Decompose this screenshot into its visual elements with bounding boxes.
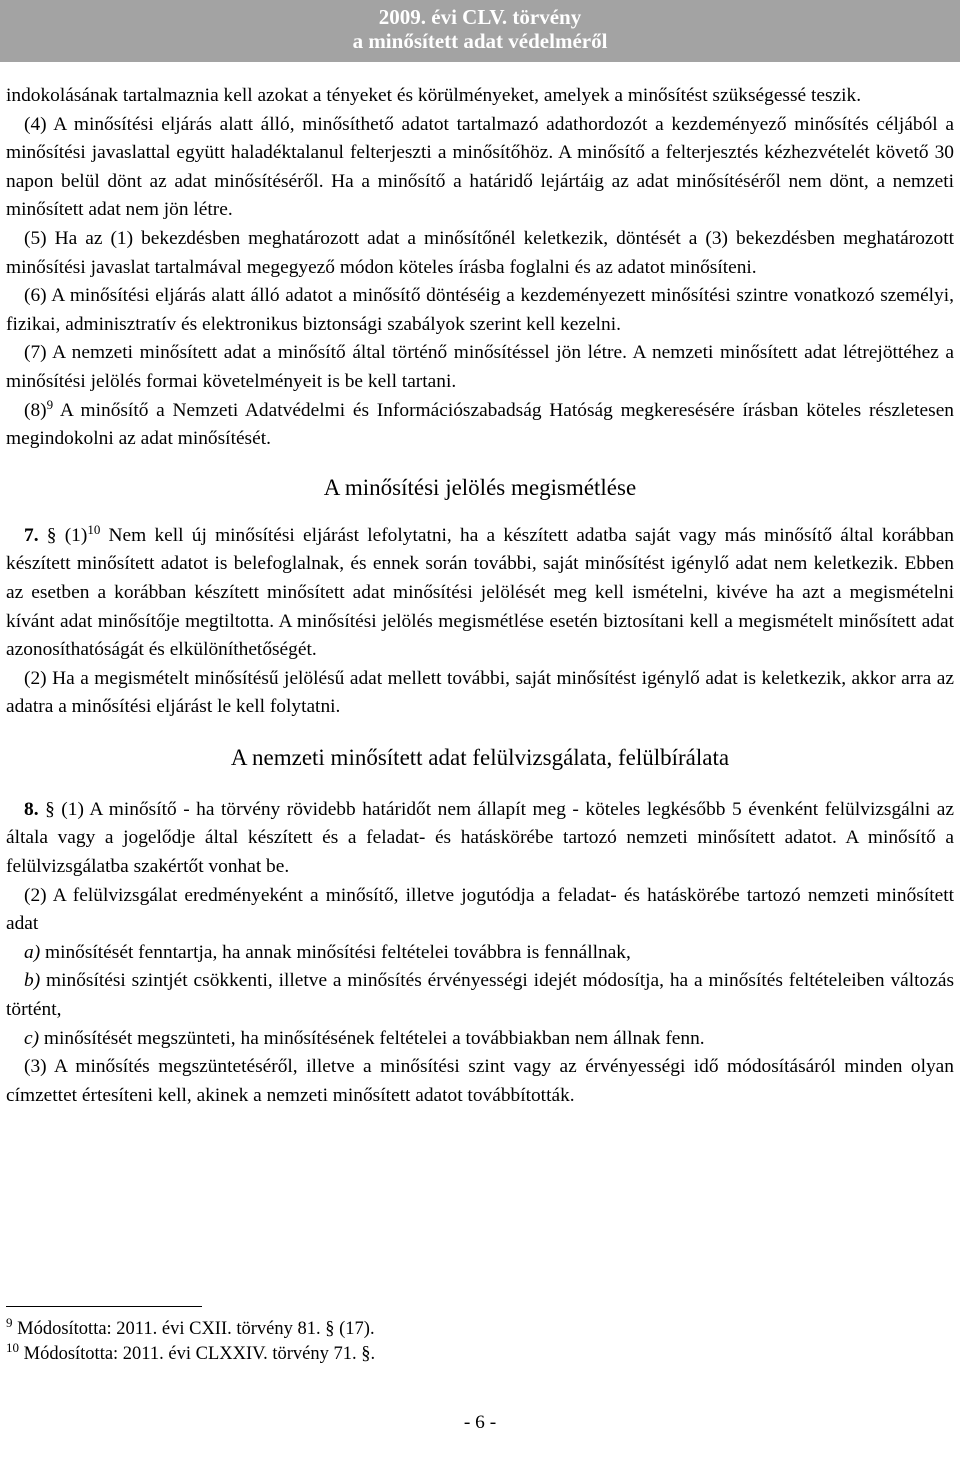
section-sign: § [45,798,55,820]
footnote [6,1317,954,1342]
paragraph: (7) A nemzeti minősített adat a minősítő által történő minősítéssel jön létre. A nemzeti minősített adat létrejöttéhez a minősítési jelölés formai követelményeit is be kell tartani. [6,342,954,392]
page-number: - 6 - [463,1412,497,1433]
list-label: a) [24,941,41,963]
list-text: minősítési szintjét csökkenti, illetve a minősítés érvényességi idejét módosítja, ha a minősítés feltételeiben változás történt, [6,970,954,1021]
list-label: b) [24,970,41,992]
list-item [6,1025,954,1054]
page-header [0,0,960,62]
section-heading: A nemzeti minősített adat felülvizsgálata, felülbírálata [230,744,730,770]
footnote-ref[interactable]: 9 [46,396,54,412]
paragraph: indokolásának tartalmaznia kell azokat a tényeket és körülményeket, amelyek a minősítést szükségessé teszik. [6,85,862,106]
footnote [6,1342,954,1367]
paragraph-prefix: (8) [24,399,47,421]
section-heading: A minősítési jelölés megismétlése [323,474,637,500]
footnote-divider [6,1306,202,1307]
list-item [6,939,954,968]
section-7-paragraph-1 [6,522,954,665]
footnote-text: Módosította: 2011. évi CLXXIV. törvény 71. §. [19,1344,376,1364]
paragraph-text: Nem kell új minősítési eljárást lefolytatni, ha a készített adatba saját vagy más minősítő által korábban készített minősített adatot is belefoglalnak, és ennek során további, saját minősítést igénylő adat nem keletkezik. Ebben az esetben a korábban készített minősített adat minősítési jelölését meg kell ismételni, kivéve ha azt a megismételni kívánt adat minősítője megtiltotta. A minősítési jelölés megismétlése esetén biztosítani kell a megismételt minősített adat azonosíthatóságát és elkülöníthetőségét. [6,524,954,661]
footnote-text: Módosította: 2011. évi CXII. törvény 81. § (17). [12,1319,375,1339]
footnote-ref[interactable]: 10 [87,521,101,537]
paragraph: (4) A minősítési eljárás alatt álló, minősíthető adatot tartalmazó adathordozót a kezdeményező minősítés céljából a minősítési javaslattal együtt haladéktalanul felterjeszti a minősítőhöz. A minősítő a felterjesztés kézhezvételét követő 30 napon belül dönt az adat minősítéséről. Ha a minősítő a határidő lejártáig az adat minősítéséről nem dönt, a nemzeti minősített adat nem jön létre. [6,113,954,221]
paragraph: (6) A minősítési eljárás alatt álló adatot a minősítő döntéséig a kezdeményezett minősítési szintre vonatkozó személyi, fizikai, adminisztratív és elektronikus biztonsági szabályok szerint kell kezelni. [6,285,954,335]
section-sign: § [46,524,57,546]
document-body [6,82,954,1110]
section-8-paragraph-1 [6,796,954,882]
section-number: 8. [24,798,39,820]
footnote-number: 9 [6,1315,13,1330]
footnote-number: 10 [6,1340,19,1355]
list-item [6,967,954,1024]
section-number: 7. [24,524,39,546]
paragraph-8 [6,397,954,454]
footnotes [6,1306,954,1367]
paragraph-text: A minősítő a Nemzeti Adatvédelmi és Információszabadság Hatóság megkeresésére írásban köteles részletesen megindokolni az adat minősítését. [6,399,954,450]
paragraph: (5) Ha az (1) bekezdésben meghatározott adat a minősítőnél keletkezik, döntését a (3) bekezdésben meghatározott minősítési javaslat tartalmával megegyező módon köteles írásba foglalni és az adatot minősíteni. [6,227,954,278]
paragraph-prefix: (1) [56,524,88,546]
list-text: minősítését fenntartja, ha annak minősítési feltételei továbbra is fennállnak, [40,941,631,963]
section-8-paragraph-2: (2) A felülvizsgálat eredményeként a minősítő, illetve jogutódja a feladat- és hatáskörébe tartozó nemzeti minősített adat [6,884,954,935]
header-title: 2009. évi CLV. törvény [378,5,582,29]
header-subtitle: a minősített adat védelméről [352,29,608,53]
list-text: minősítését megszünteti, ha minősítésének feltételei a továbbiakban nem állnak fenn. [39,1027,705,1049]
list-label: c) [24,1027,40,1049]
section-8-paragraph-3: (3) A minősítés megszüntetéséről, illetve a minősítési szint vagy az érvényességi idő módosításáról minden olyan címzettet értesíteni kell, akinek a nemzeti minősített adatot továbbították. [6,1056,954,1106]
paragraph-text: (1) A minősítő - ha törvény rövidebb határidőt nem állapít meg - köteles legkésőbb 5 évenként felülvizsgálni az általa vagy a jogelődje által készített és a feladat- és hatáskörébe tartozó nemzeti minősített adatot. A minősítő a felülvizsgálatba szakértőt vonhat be. [6,798,954,878]
section-7-paragraph-2: (2) Ha a megismételt minősítésű jelölésű adat mellett további, saját minősítést igénylő adat is keletkezik, akkor arra az adatra a minősítési eljárást le kell folytatni. [6,667,954,718]
